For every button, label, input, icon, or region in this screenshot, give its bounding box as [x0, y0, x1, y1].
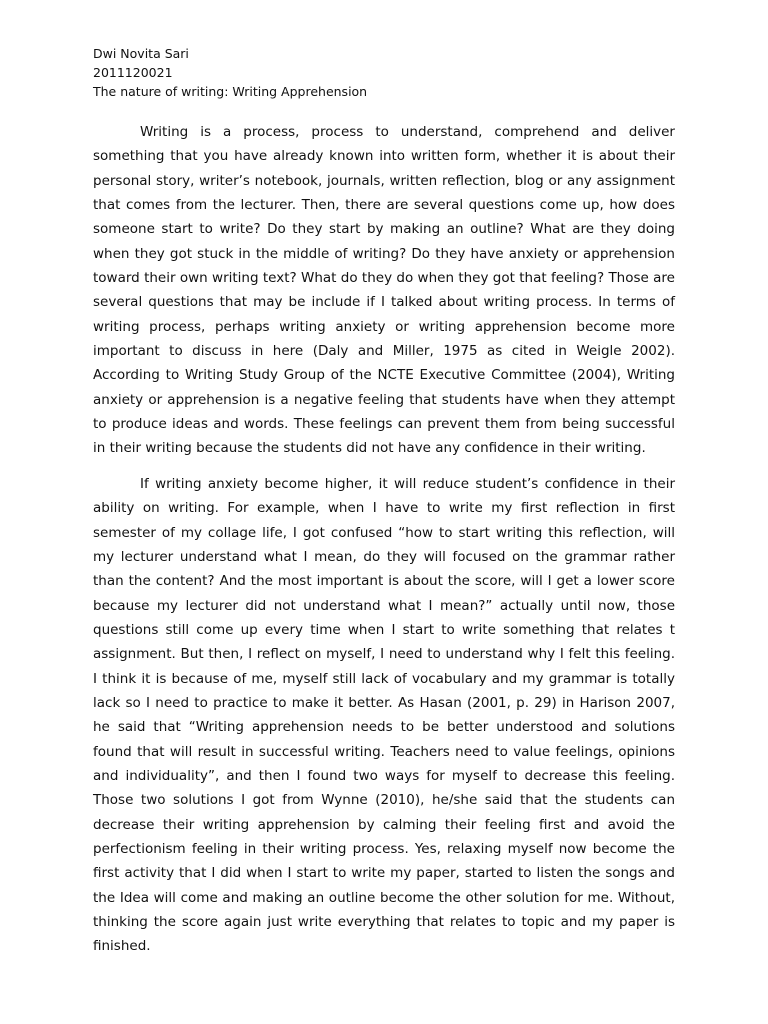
document-body	[93, 120, 675, 959]
author-name: Dwi Novita Sari	[93, 46, 189, 61]
paragraph-2: If writing anxiety become higher, it will reduce student’s confidence in their ability on writing. For example, when I have to write my first reflection in first semester of my collage life, I got confused “how to start writing this reflection, will my lecturer understand what I mean, do they will focused on the grammar rather than the content? And the most important is about the score, will I get a lower score because my lecturer did not understand what I mean?” actually until now, those questions still come up every time when I start to write something that relates t assignment. But then, I reflect on myself, I need to understand why I felt this feeling. I think it is because of me, myself still lack of vocabulary and my grammar is totally lack so I need to practice to make it better. As Hasan (2001, p. 29) in Harison 2007, he said that “Writing apprehension needs to be better understood and solutions found that will result in successful writing. Teachers need to value feelings, opinions and individuality”, and then I found two ways for myself to decrease this feeling. Those two solutions I got from Wynne (2010), he/she said that the students can decrease their writing apprehension by calming their feeling first and avoid the perfectionism feeling in their writing process. Yes, relaxing myself now become the first activity that I did when I start to write my paper, started to listen the songs and the Idea will come and making an outline become the other solution for me. Without, thinking the score again just write everything that relates to topic and my paper is finished.	[93, 475, 675, 955]
student-id: 2011120021	[93, 65, 173, 80]
paragraph-1: Writing is a process, process to understand, comprehend and deliver something that you have already known into written form, whether it is about their personal story, writer’s notebook, journals, written reflection, blog or any assignment that comes from the lecturer. Then, there are several questions come up, how does someone start to write? Do they start by making an outline? What are they doing when they got stuck in the middle of writing? Do they have anxiety or apprehension toward their own writing text? What do they do when they got that feeling? Those are several questions that may be include if I talked about writing process. In terms of writing process, perhaps writing anxiety or writing apprehension become more important to discuss in here (Daly and Miller, 1975 as cited in Weigle 2002). According to Writing Study Group of the NCTE Executive Committee (2004), Writing anxiety or apprehension is a negative feeling that students have when they attempt to produce ideas and words. These feelings can prevent them from being successful in their writing because the students did not have any confidence in their writing.	[93, 124, 675, 457]
document-header	[93, 44, 693, 101]
document-title: The nature of writing: Writing Apprehension	[93, 84, 368, 99]
